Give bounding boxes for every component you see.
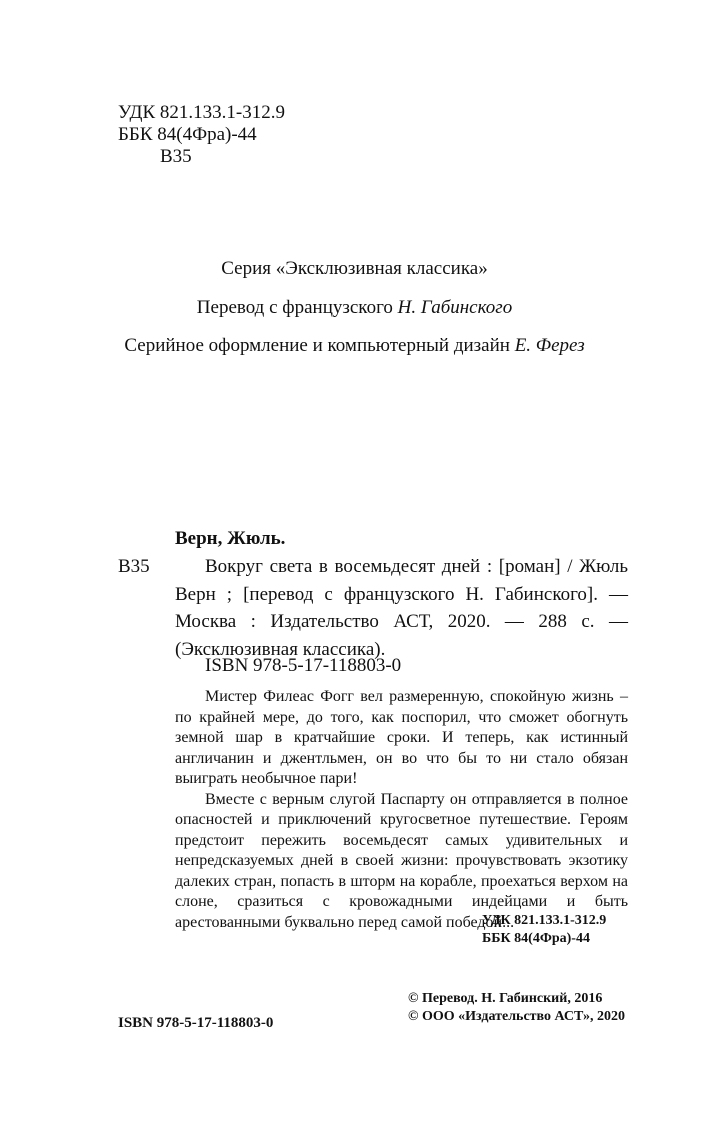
udk-footer: [482, 912, 606, 948]
annotation: [175, 687, 628, 933]
copyright-translation: © Перевод. Н. Габинский, 2016: [408, 991, 603, 1006]
bibliography-code: В35: [118, 556, 150, 577]
copyright-block: [408, 990, 625, 1026]
bbk-footer-code: ББК 84(4Фра)-44: [482, 931, 590, 946]
bibliography-description: Вокруг света в восемьдесят дней : [роман] / Жюль Верн ; [перевод с французского Н. Габинского]. — Москва : Издательство АСТ, 2020. — 288 с. — (Эксклюзивная классика).: [175, 556, 628, 660]
design-prefix: Серийное оформление и компьютерный дизайн: [124, 335, 515, 356]
translator-name: Н. Габинского: [397, 297, 513, 318]
annotation-paragraph-1: Мистер Филеас Фогг вел размеренную, спокойную жизнь – по крайней мере, до того, как поспорил, что сможет обогнуть земной шар в кратчайшие сроки. И теперь, как истинный англичанин и джентльмен, он во что бы то ни стало обязан выиграть необычное пари!: [175, 688, 628, 787]
copyright-publisher: © ООО «Издательство АСТ», 2020: [408, 1009, 626, 1024]
udk-header: [118, 102, 285, 168]
udk-footer-code: УДК 821.133.1-312.9: [482, 913, 607, 928]
isbn-footer: ISBN 978-5-17-118803-0: [118, 1015, 274, 1031]
author-mark: В35: [160, 146, 192, 167]
bibliography-author: Верн, Жюль.: [175, 528, 286, 549]
bibliography-isbn: ISBN 978-5-17-118803-0: [205, 655, 402, 676]
series-line: Серия «Эксклюзивная классика»: [221, 258, 488, 279]
translation-prefix: Перевод с французского: [196, 297, 398, 318]
annotation-paragraph-2: Вместе с верным слугой Паспарту он отправляется в полное опасностей и приключений кругосветное путешествие. Героям предстоит пережить восемьдесят самых удивительных и непредсказуемых дней в своей жизни: прочувствовать экзотику далеких стран, попасть в шторм на корабле, проехаться верхом на слоне, сразиться с кровожадными индейцами и быть арестованными буквально перед самой победой...: [175, 790, 628, 931]
translation-line: [0, 297, 709, 319]
design-line: [0, 335, 709, 357]
designer-name: Е. Ферез: [514, 335, 585, 356]
bbk-code: ББК 84(4Фра)-44: [118, 124, 257, 145]
udk-code: УДК 821.133.1-312.9: [118, 102, 285, 123]
